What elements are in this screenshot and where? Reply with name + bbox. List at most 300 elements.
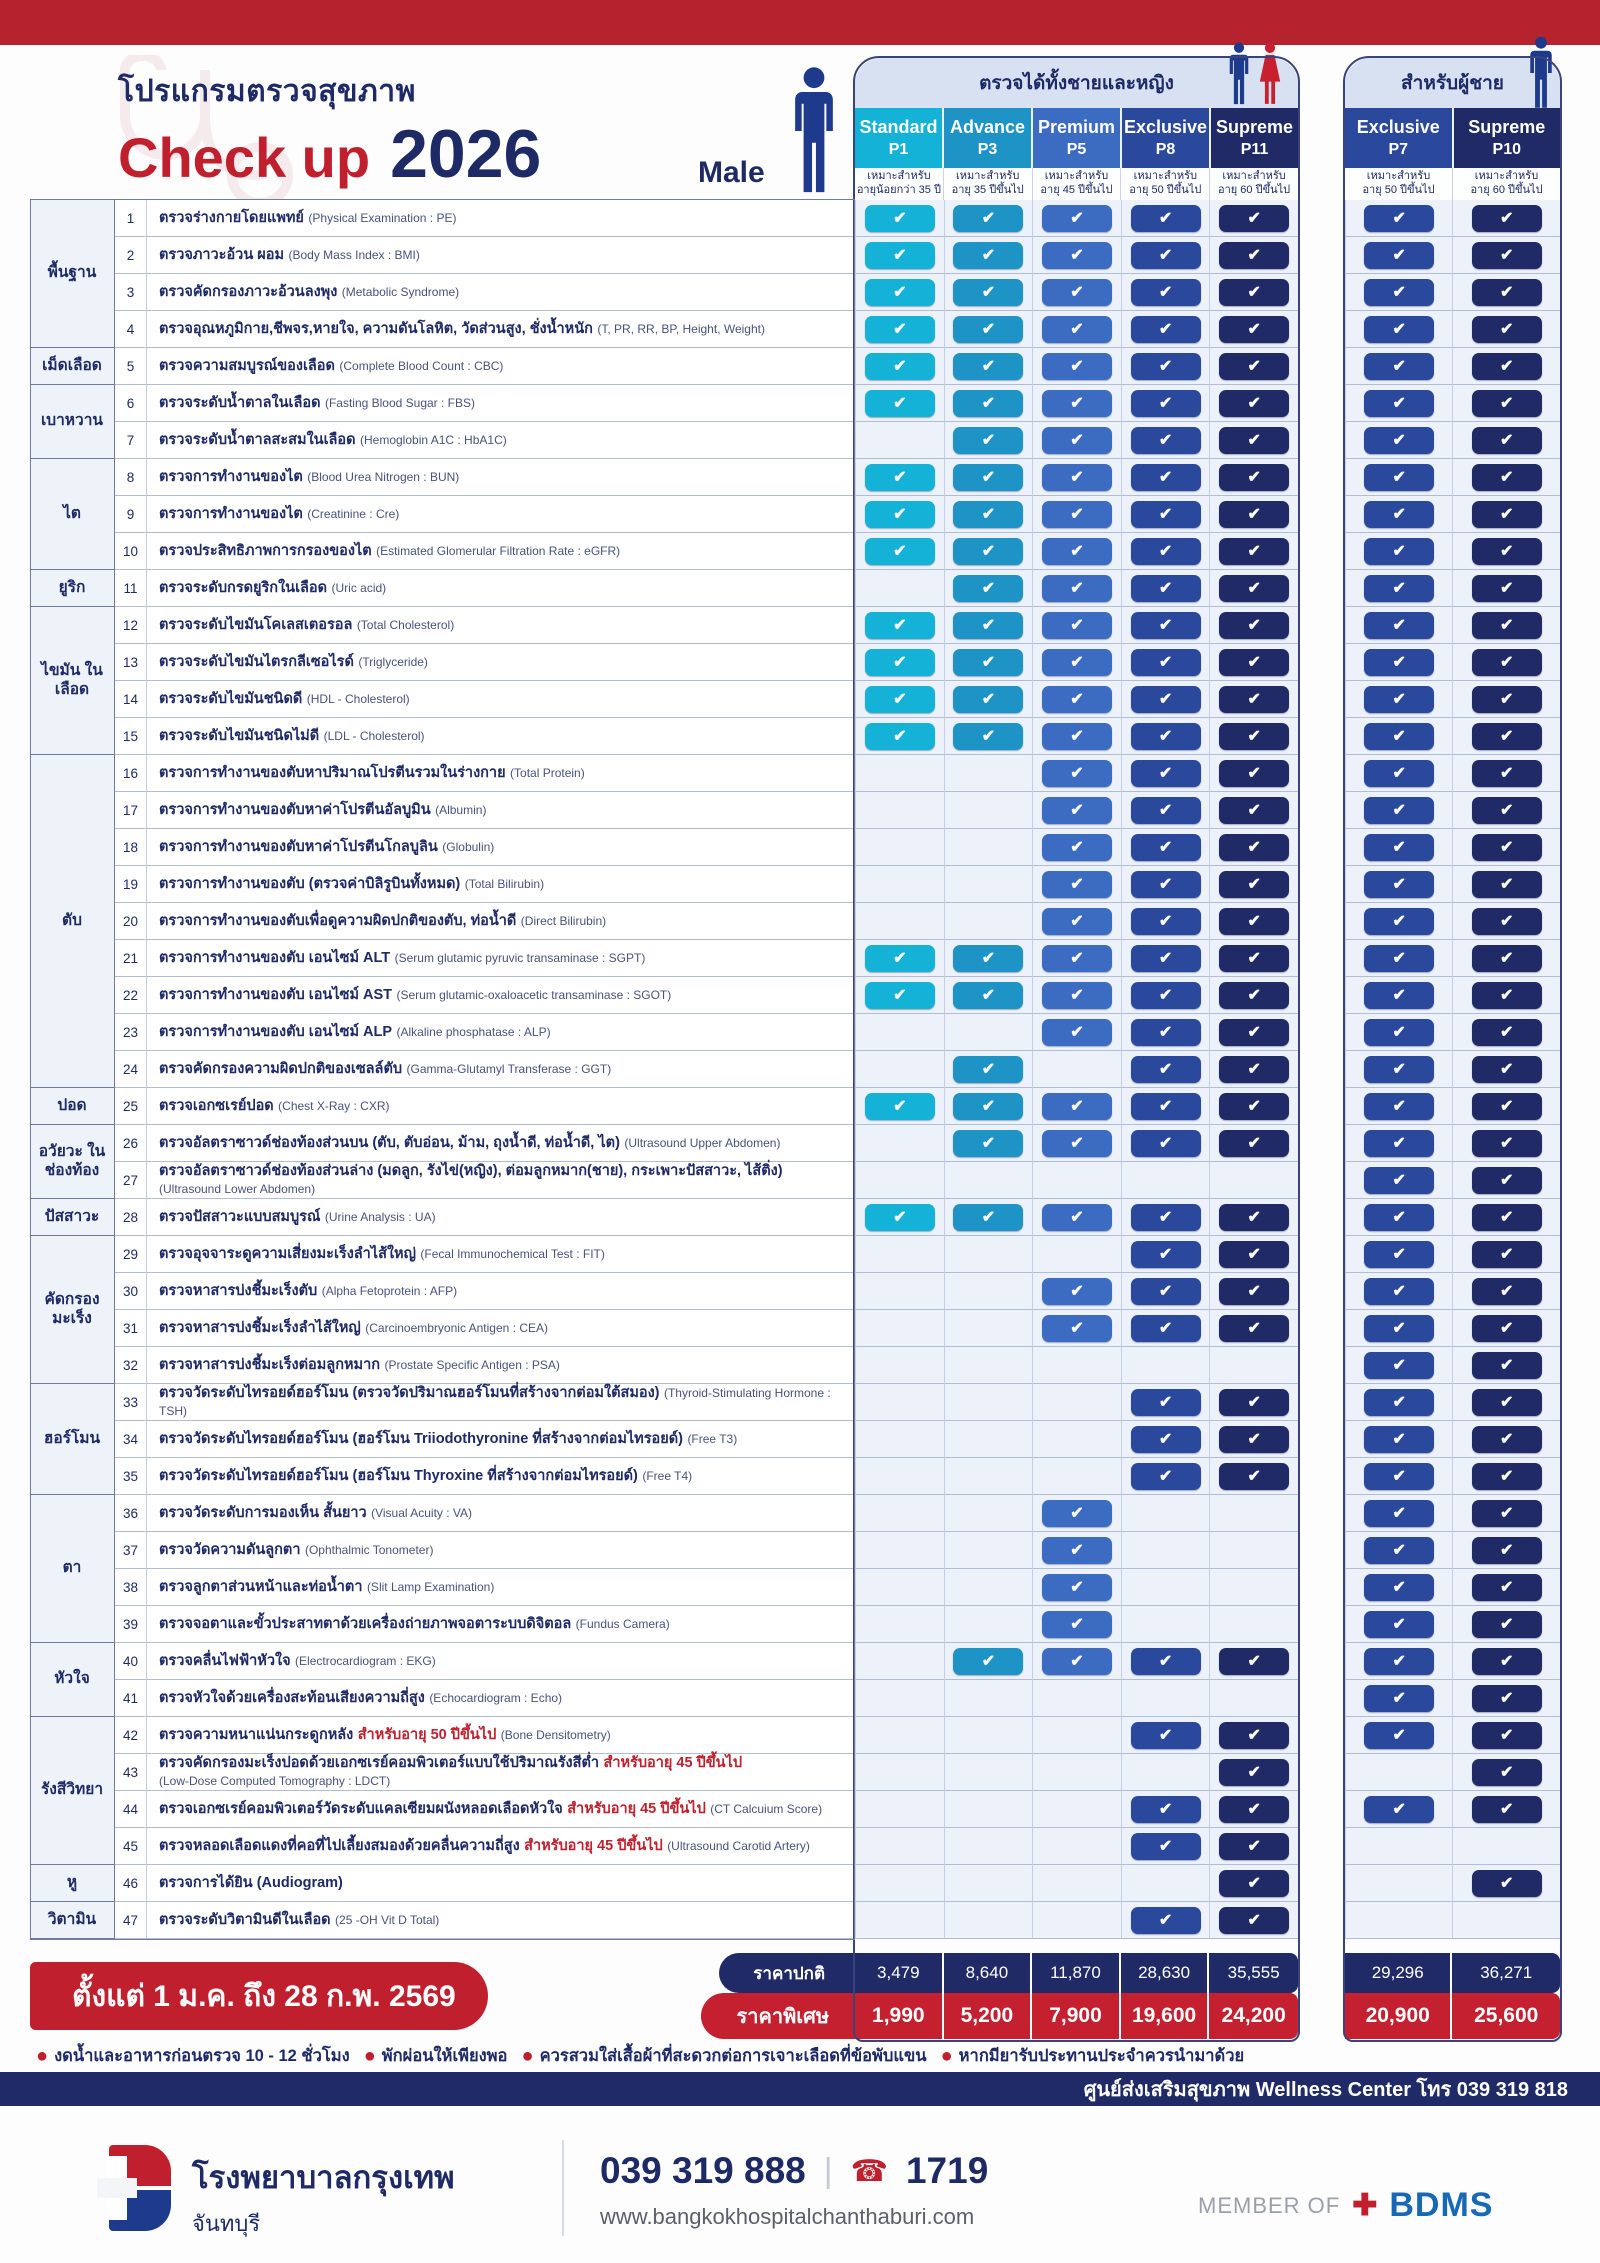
check-cell-P3 [944, 607, 1033, 644]
test-name-en: (Ophthalmic Tonometer) [304, 1543, 434, 1558]
check-icon: ✔ [1042, 1093, 1112, 1120]
check-cell-P11 [1209, 681, 1298, 718]
check-icon: ✔ [1042, 834, 1112, 861]
check-icon: ✔ [1364, 612, 1434, 639]
check-icon: ✔ [1219, 612, 1289, 639]
check-cell-P10 [1452, 1717, 1560, 1754]
check-cell-P1 [855, 681, 944, 718]
test-number: 26 [115, 1125, 147, 1162]
test-name-en: (CT Calcuium Score) [710, 1802, 823, 1817]
check-cell-P1 [855, 1310, 944, 1347]
check-cell-P10 [1452, 1236, 1560, 1273]
check-cell-P1 [855, 1125, 944, 1162]
price-P10: 25,600 [1452, 1993, 1560, 2039]
top-red-bar [0, 0, 1600, 45]
website-link[interactable]: www.bangkokhospitalchanthaburi.com [600, 2204, 975, 2229]
check-cell-P3 [944, 866, 1033, 903]
check-cell-P8 [1121, 200, 1210, 237]
check-cell-P5 [1032, 237, 1121, 274]
check-cell-P11 [1209, 1310, 1298, 1347]
check-cell-P7 [1345, 570, 1453, 607]
check-cell-P8 [1121, 459, 1210, 496]
check-cell-P5 [1032, 1458, 1121, 1495]
hospital-name-thai: โรงพยาบาลกรุงเทพ [192, 2160, 455, 2195]
check-cell-P8 [1121, 1643, 1210, 1680]
test-number: 4 [115, 311, 147, 348]
check-icon: ✔ [1472, 834, 1542, 861]
test-name-th: ตรวจความสมบูรณ์ของเลือด [159, 358, 335, 375]
member-of-text: MEMBER OF [1198, 2192, 1341, 2218]
test-name [147, 903, 855, 940]
test-number: 35 [115, 1458, 147, 1495]
check-icon: ✔ [1219, 723, 1289, 750]
check-cell-P5 [1032, 1236, 1121, 1273]
check-cell-P5 [1032, 1865, 1121, 1902]
check-icon: ✔ [1364, 723, 1434, 750]
check-cell-P8 [1121, 1273, 1210, 1310]
check-icon: ✔ [1131, 908, 1201, 935]
check-icon: ✔ [1364, 834, 1434, 861]
test-number: 3 [115, 274, 147, 311]
test-name-en: (Albumin) [435, 803, 487, 818]
check-icon: ✔ [1131, 1056, 1201, 1083]
check-cell-P5 [1032, 1606, 1121, 1643]
category-label: ฮอร์โมน [30, 1384, 115, 1495]
check-cell-P8 [1121, 1347, 1210, 1384]
check-cell-P11 [1209, 1606, 1298, 1643]
test-name-th: ตรวจวัดระดับการมองเห็น สั้นยาว [159, 1505, 367, 1522]
test-number: 11 [115, 570, 147, 607]
test-name [147, 1384, 855, 1421]
check-icon: ✔ [1472, 1426, 1542, 1453]
check-icon: ✔ [1131, 1722, 1201, 1749]
test-name-th: ตรวจระดับน้ำตาลในเลือด [159, 395, 321, 412]
check-icon: ✔ [1042, 390, 1112, 417]
test-number: 7 [115, 422, 147, 459]
check-cell-P3 [944, 1162, 1033, 1199]
test-name-en: (Metabolic Syndrome) [341, 285, 460, 300]
check-cell-P7 [1345, 977, 1453, 1014]
test-name [147, 1051, 855, 1088]
check-cell-P10 [1452, 422, 1560, 459]
check-cell-P5 [1032, 1088, 1121, 1125]
check-cell-P5 [1032, 459, 1121, 496]
check-cell-P8 [1121, 422, 1210, 459]
test-name [147, 1680, 855, 1717]
test-number: 1 [115, 200, 147, 237]
check-cell-P1 [855, 1754, 944, 1791]
category-label: พื้นฐาน [30, 200, 115, 348]
price-P8: 28,630 [1121, 1953, 1210, 1993]
check-cell-P10 [1452, 1384, 1560, 1421]
check-cell-P10 [1452, 533, 1560, 570]
check-cell-P11 [1209, 1273, 1298, 1310]
test-number: 32 [115, 1347, 147, 1384]
check-icon: ✔ [1364, 1426, 1434, 1453]
category-column [30, 200, 115, 1939]
test-number: 16 [115, 755, 147, 792]
check-icon: ✔ [865, 316, 935, 343]
check-cell-P7 [1345, 1532, 1453, 1569]
price-P3: 8,640 [944, 1953, 1033, 1993]
check-cell-P10 [1452, 1902, 1560, 1939]
category-label: ปัสสาวะ [30, 1199, 115, 1236]
check-cell-P10 [1452, 237, 1560, 274]
check-icon: ✔ [865, 1204, 935, 1231]
test-name-en: (Fecal Immunochemical Test : FIT) [420, 1247, 605, 1262]
test-name-th: ตรวจวัดระดับไทรอยด์ฮอร์โมน (ฮอร์โมน Triiodothyronine ที่สร้างจากต่อมไทรอยด์) [159, 1431, 683, 1448]
test-number: 18 [115, 829, 147, 866]
check-cell-P8 [1121, 1421, 1210, 1458]
check-cell-P3 [944, 1088, 1033, 1125]
check-cell-P8 [1121, 829, 1210, 866]
test-name-th: ตรวจระดับวิตามินดีในเลือด [159, 1912, 331, 1929]
test-name-en: (Ultrasound Lower Abdomen) [159, 1182, 316, 1196]
test-number: 12 [115, 607, 147, 644]
check-icon: ✔ [1131, 390, 1201, 417]
check-icon: ✔ [1472, 353, 1542, 380]
check-icon: ✔ [865, 982, 935, 1009]
check-icon: ✔ [1472, 1796, 1542, 1823]
test-number: 24 [115, 1051, 147, 1088]
check-icon: ✔ [1042, 1537, 1112, 1564]
check-cell-P5 [1032, 1569, 1121, 1606]
check-icon: ✔ [1131, 575, 1201, 602]
test-number: 33 [115, 1384, 147, 1421]
check-cell-P11 [1209, 385, 1298, 422]
check-cell-P11 [1209, 940, 1298, 977]
check-icon: ✔ [1042, 649, 1112, 676]
check-icon: ✔ [953, 1648, 1023, 1675]
test-name-en: (Creatinine : Cre) [307, 507, 400, 522]
check-cell-P11 [1209, 348, 1298, 385]
check-icon: ✔ [1472, 538, 1542, 565]
check-cell-P7 [1345, 1347, 1453, 1384]
bullet-icon: ● [521, 2045, 534, 2067]
check-icon: ✔ [1472, 1870, 1542, 1897]
test-number: 28 [115, 1199, 147, 1236]
check-cell-P5 [1032, 1495, 1121, 1532]
test-name [147, 792, 855, 829]
check-cell-P5 [1032, 385, 1121, 422]
check-cell-P3 [944, 1199, 1033, 1236]
check-cell-P3 [944, 681, 1033, 718]
check-icon: ✔ [1131, 686, 1201, 713]
check-icon: ✔ [865, 649, 935, 676]
check-icon: ✔ [1042, 1315, 1112, 1342]
check-cell-P8 [1121, 237, 1210, 274]
check-icon: ✔ [1472, 760, 1542, 787]
check-cell-P11 [1209, 1088, 1298, 1125]
check-icon: ✔ [1364, 427, 1434, 454]
check-icon: ✔ [1042, 945, 1112, 972]
package-header-P7: Exclusive P7 [1345, 108, 1454, 168]
test-name-en: (HDL - Cholesterol) [306, 692, 410, 707]
check-cell-P11 [1209, 718, 1298, 755]
test-name-th: ตรวจการทำงานของไต [159, 469, 303, 486]
category-label: อวัยวะ ใน ช่องท้อง [30, 1125, 115, 1199]
test-name [147, 1643, 855, 1680]
check-cell-P5 [1032, 644, 1121, 681]
check-cell-P10 [1452, 570, 1560, 607]
test-name-th: ตรวจอัลตราซาวด์ช่องท้องส่วนล่าง (มดลูก, รังไข่(หญิง), ต่อมลูกหมาก(ชาย), กระเพาะปัสสาวะ, ไส้ติ่ง) [159, 1163, 783, 1180]
age-restriction-note: สำหรับอายุ 45 ปีขึ้นไป [603, 1755, 743, 1772]
check-cell-P5 [1032, 977, 1121, 1014]
test-name-en: (Chest X-Ray : CXR) [278, 1099, 390, 1114]
test-name-en: (Estimated Glomerular Filtration Rate : eGFR) [376, 544, 621, 559]
test-name-th: ตรวจเอกซเรย์คอมพิวเตอร์วัดระดับแคลเซียมผนังหลอดเลือดหัวใจ [159, 1801, 563, 1818]
check-cell-P7 [1345, 940, 1453, 977]
check-cell-P5 [1032, 1199, 1121, 1236]
test-name-th: ตรวจอัลตราซาวด์ช่องท้องส่วนบน (ตับ, ตับอ่อน, ม้าม, ถุงน้ำดี, ท่อน้ำดี, ไต) [159, 1135, 620, 1152]
check-cell-P3 [944, 977, 1033, 1014]
check-cell-P1 [855, 1051, 944, 1088]
check-icon: ✔ [1219, 1833, 1289, 1860]
test-name-en: (Fasting Blood Sugar : FBS) [324, 396, 476, 411]
test-number: 10 [115, 533, 147, 570]
check-cell-P10 [1452, 1865, 1560, 1902]
check-cell-P11 [1209, 1384, 1298, 1421]
check-icon: ✔ [1472, 427, 1542, 454]
check-icon: ✔ [1042, 982, 1112, 1009]
check-icon: ✔ [1131, 1833, 1201, 1860]
check-icon: ✔ [1364, 982, 1434, 1009]
check-cell-P11 [1209, 570, 1298, 607]
test-name-th: ตรวจหัวใจด้วยเครื่องสะท้อนเสียงความถี่สูง [159, 1690, 425, 1707]
check-cell-P10 [1452, 1199, 1560, 1236]
check-cell-P7 [1345, 1310, 1453, 1347]
test-name-th: ตรวจการได้ยิน (Audiogram) [159, 1875, 343, 1892]
check-cell-P7 [1345, 1384, 1453, 1421]
member-of-bdms [1198, 2186, 1493, 2225]
check-cell-P8 [1121, 755, 1210, 792]
promo-date-text: ตั้งแต่ 1 ม.ค. ถึง 28 ก.พ. 2569 [72, 1979, 456, 2013]
check-cell-P8 [1121, 311, 1210, 348]
check-cell-P5 [1032, 1754, 1121, 1791]
category-label: ปอด [30, 1088, 115, 1125]
test-name-en: (Free T3) [687, 1432, 738, 1447]
title-year: 2026 [390, 116, 542, 192]
footer-divider [562, 2140, 564, 2236]
test-name-th: ตรวจวัดความดันลูกตา [159, 1542, 301, 1559]
check-icon: ✔ [1472, 1611, 1542, 1638]
check-cell-P10 [1452, 755, 1560, 792]
promo-date-badge [30, 1962, 488, 2030]
check-icon: ✔ [1042, 1611, 1112, 1638]
check-cell-P11 [1209, 1791, 1298, 1828]
check-cell-P3 [944, 422, 1033, 459]
check-icon: ✔ [1364, 1241, 1434, 1268]
check-icon: ✔ [953, 982, 1023, 1009]
normal-price-label: ราคาปกติ [719, 1953, 855, 1993]
test-name-en: (Visual Acuity : VA) [371, 1506, 473, 1521]
test-number: 22 [115, 977, 147, 1014]
check-cell-P8 [1121, 1717, 1210, 1754]
check-icon: ✔ [1042, 464, 1112, 491]
check-icon: ✔ [865, 612, 935, 639]
test-name-en: (Serum glutamic pyruvic transaminase : SGPT) [394, 951, 646, 966]
check-icon: ✔ [1472, 316, 1542, 343]
test-number: 45 [115, 1828, 147, 1865]
test-name-th: ตรวจการทำงานของตับ เอนไซม์ AST [159, 987, 393, 1004]
check-cell-P8 [1121, 1162, 1210, 1199]
check-icon: ✔ [1131, 279, 1201, 306]
test-name-th: ตรวจหาสารบ่งชี้มะเร็งตับ [159, 1283, 318, 1300]
test-number: 41 [115, 1680, 147, 1717]
check-cell-P7 [1345, 1680, 1453, 1717]
check-icon: ✔ [865, 390, 935, 417]
test-name-th: ตรวจหาสารบ่งชี้มะเร็งลำไส้ใหญ่ [159, 1320, 361, 1337]
test-name-th: ตรวจระดับกรดยูริกในเลือด [159, 580, 328, 597]
test-number: 36 [115, 1495, 147, 1532]
check-cell-P8 [1121, 1754, 1210, 1791]
check-icon: ✔ [1131, 945, 1201, 972]
check-cell-P8 [1121, 1606, 1210, 1643]
test-name-th: ตรวจลูกตาส่วนหน้าและท่อน้ำตา [159, 1579, 363, 1596]
check-cell-P10 [1452, 1643, 1560, 1680]
check-cell-P11 [1209, 311, 1298, 348]
check-icon: ✔ [1364, 871, 1434, 898]
check-cell-P10 [1452, 903, 1560, 940]
test-name [147, 644, 855, 681]
check-cell-P1 [855, 311, 944, 348]
check-cell-P7 [1345, 1569, 1453, 1606]
test-name-th: ตรวจอุณหภูมิกาย,ชีพจร,หายใจ, ความดันโลหิต, วัดส่วนสูง, ชั่งน้ำหนัก [159, 321, 593, 338]
package-row-1 [855, 108, 1298, 168]
test-number: 43 [115, 1754, 147, 1791]
package-age-P3: เหมาะสำหรับ อายุ 35 ปีขึ้นไป [944, 168, 1033, 200]
category-label: หู [30, 1865, 115, 1902]
check-icon: ✔ [1364, 1093, 1434, 1120]
check-icon: ✔ [1131, 1204, 1201, 1231]
check-cell-P11 [1209, 1236, 1298, 1273]
check-cell-P7 [1345, 1828, 1453, 1865]
check-icon: ✔ [1472, 1315, 1542, 1342]
test-name-th: ตรวจการทำงานของตับเพื่อดูความผิดปกติของตับ, ท่อน้ำดี [159, 913, 517, 930]
check-icon: ✔ [1042, 538, 1112, 565]
check-cell-P5 [1032, 1791, 1121, 1828]
check-cell-P7 [1345, 237, 1453, 274]
check-cell-P10 [1452, 311, 1560, 348]
check-icon: ✔ [953, 538, 1023, 565]
hotline-number[interactable]: 1719 [905, 2150, 989, 2191]
test-number: 20 [115, 903, 147, 940]
test-name [147, 1421, 855, 1458]
check-cell-P8 [1121, 1791, 1210, 1828]
check-cell-P3 [944, 274, 1033, 311]
check-icon: ✔ [1472, 464, 1542, 491]
check-icon: ✔ [1472, 723, 1542, 750]
test-name-th: ตรวจระดับไขมันไตรกลีเซอไรด์ [159, 654, 354, 671]
test-name [147, 1828, 855, 1865]
check-cell-P7 [1345, 1236, 1453, 1273]
check-icon: ✔ [1364, 464, 1434, 491]
check-icon: ✔ [1219, 1019, 1289, 1046]
note-item: ● งดน้ำและอาหารก่อนตรวจ 10 - 12 ชั่วโมง [36, 2045, 350, 2067]
package-header-P10: Supreme P10 [1454, 108, 1561, 168]
check-cell-P11 [1209, 1495, 1298, 1532]
test-name [147, 718, 855, 755]
bdms-logo-text: BDMS [1389, 2186, 1494, 2224]
price-P11: 35,555 [1209, 1953, 1298, 1993]
check-icon: ✔ [1042, 1278, 1112, 1305]
check-cell-P10 [1452, 1088, 1560, 1125]
check-cell-P10 [1452, 1569, 1560, 1606]
check-cell-P1 [855, 200, 944, 237]
check-icon: ✔ [1042, 1500, 1112, 1527]
test-name [147, 385, 855, 422]
check-cell-P11 [1209, 422, 1298, 459]
check-cell-P3 [944, 1310, 1033, 1347]
check-cell-P11 [1209, 1643, 1298, 1680]
check-cell-P10 [1452, 792, 1560, 829]
phone-number[interactable]: 039 319 888 [600, 2150, 806, 2191]
check-cell-P8 [1121, 792, 1210, 829]
test-name [147, 533, 855, 570]
check-icon: ✔ [953, 649, 1023, 676]
check-cell-P1 [855, 459, 944, 496]
check-icon: ✔ [1131, 1648, 1201, 1675]
check-icon: ✔ [1364, 242, 1434, 269]
check-icon: ✔ [1131, 649, 1201, 676]
bullet-icon: ● [36, 2045, 49, 2067]
check-cell-P7 [1345, 1125, 1453, 1162]
check-cell-P5 [1032, 274, 1121, 311]
test-name-th: ตรวจภาวะอ้วน ผอม [159, 247, 285, 264]
check-cell-P7 [1345, 1273, 1453, 1310]
check-icon: ✔ [1219, 982, 1289, 1009]
bullet-icon: ● [363, 2045, 376, 2067]
test-number: 23 [115, 1014, 147, 1051]
check-icon: ✔ [953, 723, 1023, 750]
package-age-P7: เหมาะสำหรับ อายุ 50 ปีขึ้นไป [1345, 168, 1453, 200]
test-name-en: (Alpha Fetoprotein : AFP) [321, 1284, 458, 1299]
check-cell-P7 [1345, 1791, 1453, 1828]
check-cell-P7 [1345, 1643, 1453, 1680]
check-cell-P3 [944, 200, 1033, 237]
check-cell-P5 [1032, 570, 1121, 607]
check-icon: ✔ [1219, 686, 1289, 713]
test-name-en: (Serum glutamic-oxaloacetic transaminase : SGOT) [396, 988, 672, 1003]
check-cell-P3 [944, 1347, 1033, 1384]
check-cell-P11 [1209, 1421, 1298, 1458]
check-cell-P11 [1209, 1162, 1298, 1199]
check-cell-P8 [1121, 1902, 1210, 1939]
check-cell-P11 [1209, 977, 1298, 1014]
check-icon: ✔ [953, 390, 1023, 417]
check-icon: ✔ [1472, 1500, 1542, 1527]
test-number: 2 [115, 237, 147, 274]
test-number: 34 [115, 1421, 147, 1458]
check-cell-P8 [1121, 1125, 1210, 1162]
check-cell-P5 [1032, 496, 1121, 533]
check-cell-P1 [855, 1458, 944, 1495]
check-cell-P7 [1345, 644, 1453, 681]
check-icon: ✔ [1364, 1722, 1434, 1749]
test-name [147, 1717, 855, 1754]
check-cell-P3 [944, 1606, 1033, 1643]
test-name [147, 1162, 855, 1199]
check-cell-P7 [1345, 385, 1453, 422]
check-cell-P3 [944, 829, 1033, 866]
check-icon: ✔ [1219, 279, 1289, 306]
check-icon: ✔ [1364, 1611, 1434, 1638]
check-cell-P8 [1121, 866, 1210, 903]
check-cell-P10 [1452, 866, 1560, 903]
check-cell-P10 [1452, 718, 1560, 755]
check-icon: ✔ [1472, 1278, 1542, 1305]
check-icon: ✔ [953, 279, 1023, 306]
